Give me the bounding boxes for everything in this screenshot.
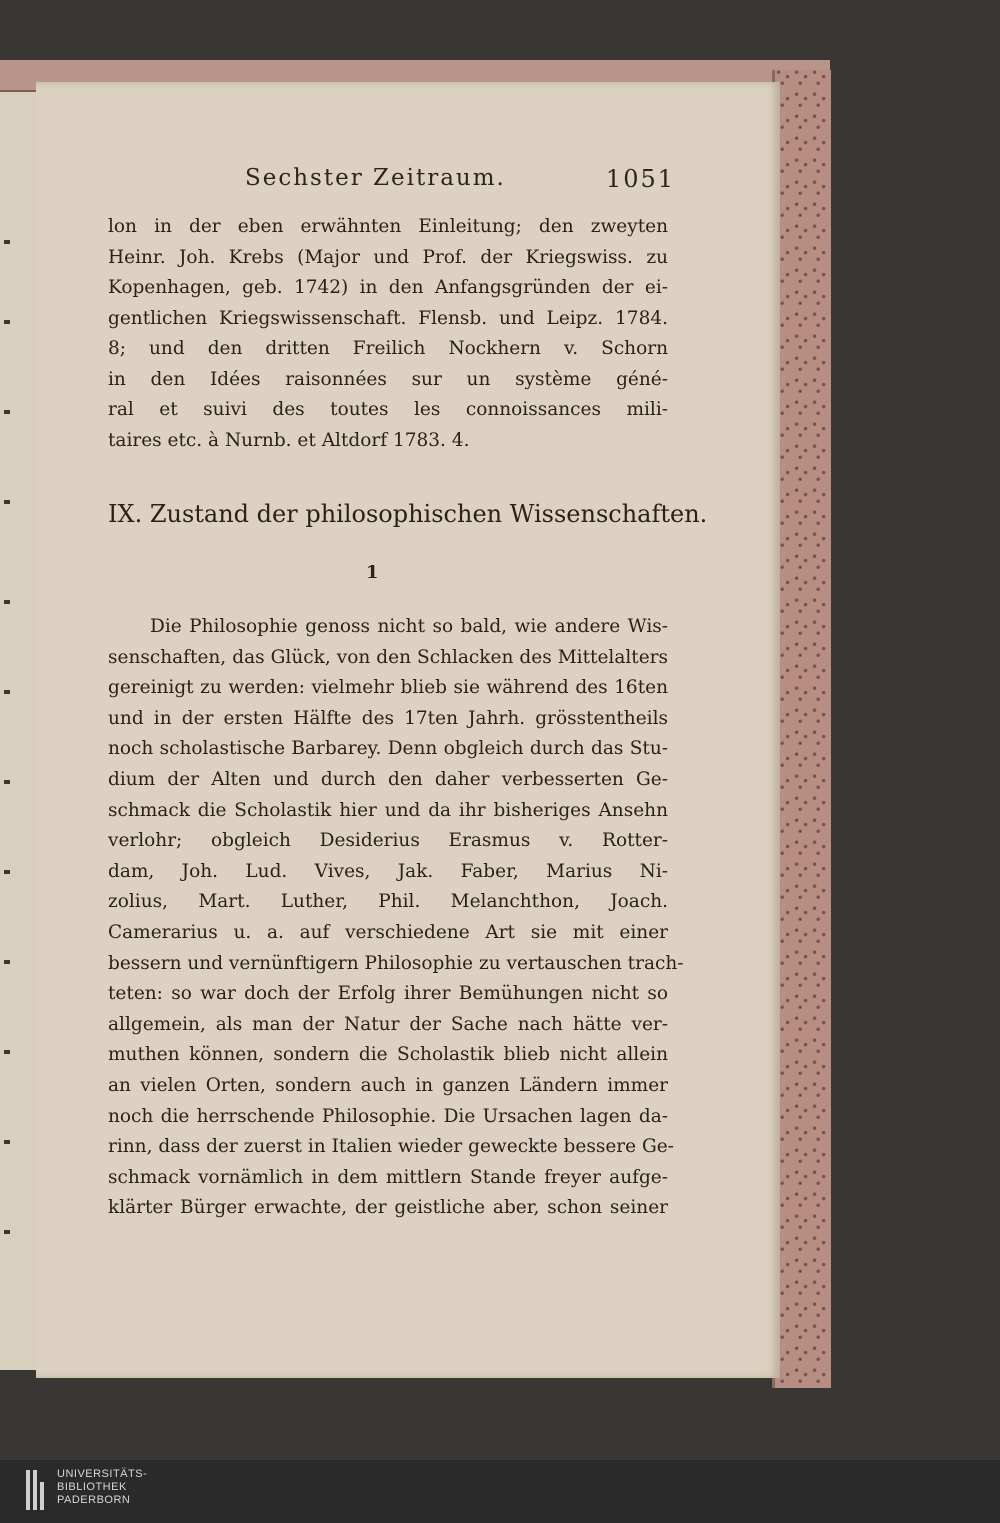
text-line: lon in der eben erwähnten Einleitung; den zweyten: [108, 216, 668, 237]
subsection-number: 1: [366, 562, 379, 583]
text-line: dam, Joh. Lud. Vives, Jak. Faber, Marius Ni-: [108, 860, 668, 882]
page-header: [245, 165, 675, 205]
text-line: zolius, Mart. Luther, Phil. Melanchthon, Joach.: [108, 891, 668, 913]
text-line: gentlichen Kriegswissenschaft. Flensb. und Leipz. 1784.: [108, 307, 668, 329]
text-line: und in der ersten Hälfte des 17ten Jahrh. grösstentheils: [108, 707, 668, 729]
text-line: verlohr; obgleich Desiderius Erasmus v. Rotter-: [108, 830, 668, 852]
text-line: allgemein, als man der Natur der Sache nach hätte ver-: [108, 1013, 668, 1035]
text-line: in den Idées raisonnées sur un système géné-: [108, 368, 668, 390]
text-line: bessern und vernünftigern Philosophie zu vertauschen trach-: [108, 952, 684, 974]
text-line: an vielen Orten, sondern auch in ganzen Ländern immer: [108, 1074, 668, 1096]
text-line: teten: so war doch der Erfolg ihrer Bemühungen nicht so: [108, 983, 668, 1005]
text-line: Heinr. Joh. Krebs (Major und Prof. der Kriegswiss. zu: [108, 246, 668, 268]
logo-line: UNIVERSITÄTS-: [57, 1468, 148, 1480]
continuation-text: [108, 212, 668, 456]
logo-line: BIBLIOTHEK: [57, 1481, 127, 1493]
text-line: dium der Alten und durch den daher verbesserten Ge-: [108, 768, 668, 790]
text-line: ral et suivi des toutes les connoissances mili-: [108, 399, 668, 420]
book-cover-right-edge: [772, 70, 831, 1388]
text-line: noch scholastische Barbarey. Denn obgleich durch das Stu-: [108, 738, 668, 760]
scan-footer: [0, 1460, 1000, 1523]
library-logo-text: [57, 1468, 147, 1507]
text-line: 8; und den dritten Freilich Nockhern v. Schorn: [108, 338, 668, 359]
text-line: senschaften, das Glück, von den Schlacken des Mittelalters: [108, 646, 668, 668]
text-line: schmack vornämlich in dem mittlern Stande freyer aufge-: [108, 1166, 668, 1188]
previous-page-edge: [0, 80, 38, 1370]
text-line: Camerarius u. a. auf verschiedene Art sie mit einer: [108, 921, 668, 943]
text-line: Die Philosophie genoss nicht so bald, wie andere Wis-: [150, 616, 668, 637]
running-title: Sechster Zeitraum.: [245, 165, 506, 191]
text-line: muthen können, sondern die Scholastik blieb nicht allein: [108, 1044, 668, 1066]
text-line: rinn, dass der zuerst in Italien wieder geweckte bessere Ge-: [108, 1136, 674, 1158]
text-line: gereinigt zu werden: vielmehr blieb sie während des 16ten: [108, 677, 668, 699]
section-heading: IX. Zustand der philosophischen Wissenschaften.: [108, 500, 708, 528]
text-line: klärter Bürger erwachte, der geistliche aber, schon seiner: [108, 1197, 668, 1219]
text-line: noch die herrschende Philosophie. Die Ursachen lagen da-: [108, 1105, 668, 1127]
text-line: Kopenhagen, geb. 1742) in den Anfangsgründen der ei-: [108, 277, 668, 298]
page-number: 1051: [605, 165, 675, 193]
text-line: taires etc. à Nurnb. et Altdorf 1783. 4.: [108, 429, 470, 451]
paragraph-text: [108, 612, 684, 1224]
logo-line: PADERBORN: [57, 1494, 131, 1506]
text-line: schmack die Scholastik hier und da ihr bisheriges Ansehn: [108, 799, 668, 821]
university-library-logo-icon: [26, 1470, 50, 1510]
